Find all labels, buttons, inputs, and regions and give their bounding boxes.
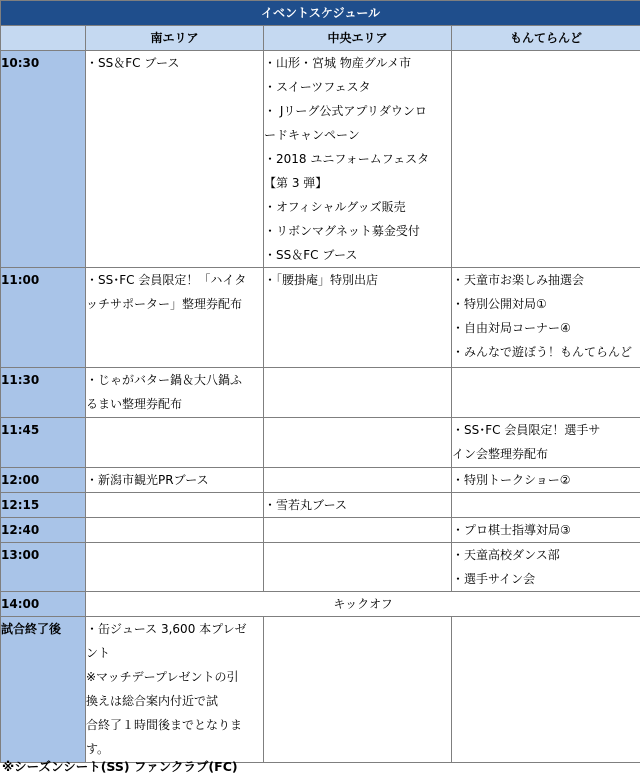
table-row [1,617,640,763]
event-line: ・プロ棋士指導対局③ [452,523,571,537]
time-cell: 11:45 [1,418,86,468]
event-line: ・自由対局コーナー④ [452,321,571,335]
event-line: ・缶ジュース 3,600 本プレゼ [86,622,247,636]
event-line: ※マッチデープレゼントの引 [86,670,239,684]
monte-cell [452,51,640,268]
monte-cell [452,493,640,518]
event-line: す。 [86,742,110,756]
event-line: 【第 3 弾】 [264,176,328,190]
header-time [1,26,86,51]
south-cell [86,368,264,418]
event-line: ・雪若丸ブース [264,498,348,512]
center-cell [264,518,452,543]
center-cell [264,617,452,763]
time-cell: 11:00 [1,268,86,368]
center-cell [264,468,452,493]
time-cell: 13:00 [1,543,86,592]
table-row [1,51,640,268]
south-cell [86,418,264,468]
time-cell: 12:40 [1,518,86,543]
monte-cell [452,468,640,493]
table-title: イベントスケジュール [1,1,640,26]
event-line: ・オフィシャルグッズ販売 [264,200,406,214]
table-row [1,418,640,468]
event-line: ・山形・宮城 物産グルメ市 [264,56,412,70]
event-line: 合終了１時間後までとなりま [86,718,243,732]
south-cell [86,51,264,268]
merged-event-cell: キックオフ [86,592,640,617]
south-cell [86,493,264,518]
monte-cell [452,368,640,418]
event-line: ・スイーツフェスタ [264,80,371,94]
event-line: ・選手サイン会 [452,572,536,586]
table-row [1,268,640,368]
event-line: るまい整理券配布 [86,397,183,411]
table-row [1,543,640,592]
event-line: ・特別公開対局① [452,297,547,311]
center-cell [264,268,452,368]
event-line: ・リボンマグネット募金受付 [264,224,420,238]
monte-cell [452,518,640,543]
south-cell [86,617,264,763]
table-row [1,592,640,617]
table-row [1,468,640,493]
south-cell [86,543,264,592]
table-row [1,518,640,543]
event-line: ・ Jリーグ公式アプリダウンロ [264,104,427,118]
event-line: ードキャンペーン [264,128,360,142]
event-line: ・SS･FC 会員限定！選手サ [452,423,601,437]
monte-cell [452,543,640,592]
time-cell: 14:00 [1,592,86,617]
event-line: ・特別トークショー② [452,473,571,487]
event-line: ・「腰掛庵」特別出店 [264,273,379,287]
header-montelando: もんてらんど [452,26,640,51]
event-line: ・2018 ユニフォームフェスタ [264,152,430,166]
event-line: ・みんなで遊ぼう！もんてらんど [452,345,633,359]
event-line: ・じゃがバター鍋＆大八鍋ふ [86,373,243,387]
time-cell: 試合終了後 [1,617,86,763]
time-cell: 12:00 [1,468,86,493]
monte-cell [452,268,640,368]
center-cell [264,543,452,592]
center-cell [264,493,452,518]
event-line: ・天童市お楽しみ抽選会 [452,273,585,287]
monte-cell [452,418,640,468]
south-cell [86,518,264,543]
schedule-body [1,51,640,763]
event-line: ・天童高校ダンス部 [452,548,560,562]
center-cell [264,418,452,468]
header-center-area: 中央エリア [264,26,452,51]
center-cell [264,368,452,418]
table-row [1,368,640,418]
monte-cell [452,617,640,763]
event-line: 換えは総合案内付近で試 [86,694,219,708]
event-line: ・SS＆FC ブース [264,248,358,262]
event-line: ・新潟市観光PRブース [86,473,209,487]
event-line: イン会整理券配布 [452,447,549,461]
event-line: ッチサポーター」整理券配布 [86,297,243,311]
header-south-area: 南エリア [86,26,264,51]
time-cell: 10:30 [1,51,86,268]
south-cell [86,468,264,493]
time-cell: 11:30 [1,368,86,418]
time-cell: 12:15 [1,493,86,518]
event-line: ・SS･FC 会員限定！「ハイタ [86,273,247,287]
center-cell [264,51,452,268]
event-line: ント [86,646,111,660]
event-line: ・SS＆FC ブース [86,56,180,70]
footnote: ※シーズンシート(SS) ファンクラブ(FC) [2,759,238,774]
table-row [1,493,640,518]
south-cell [86,268,264,368]
